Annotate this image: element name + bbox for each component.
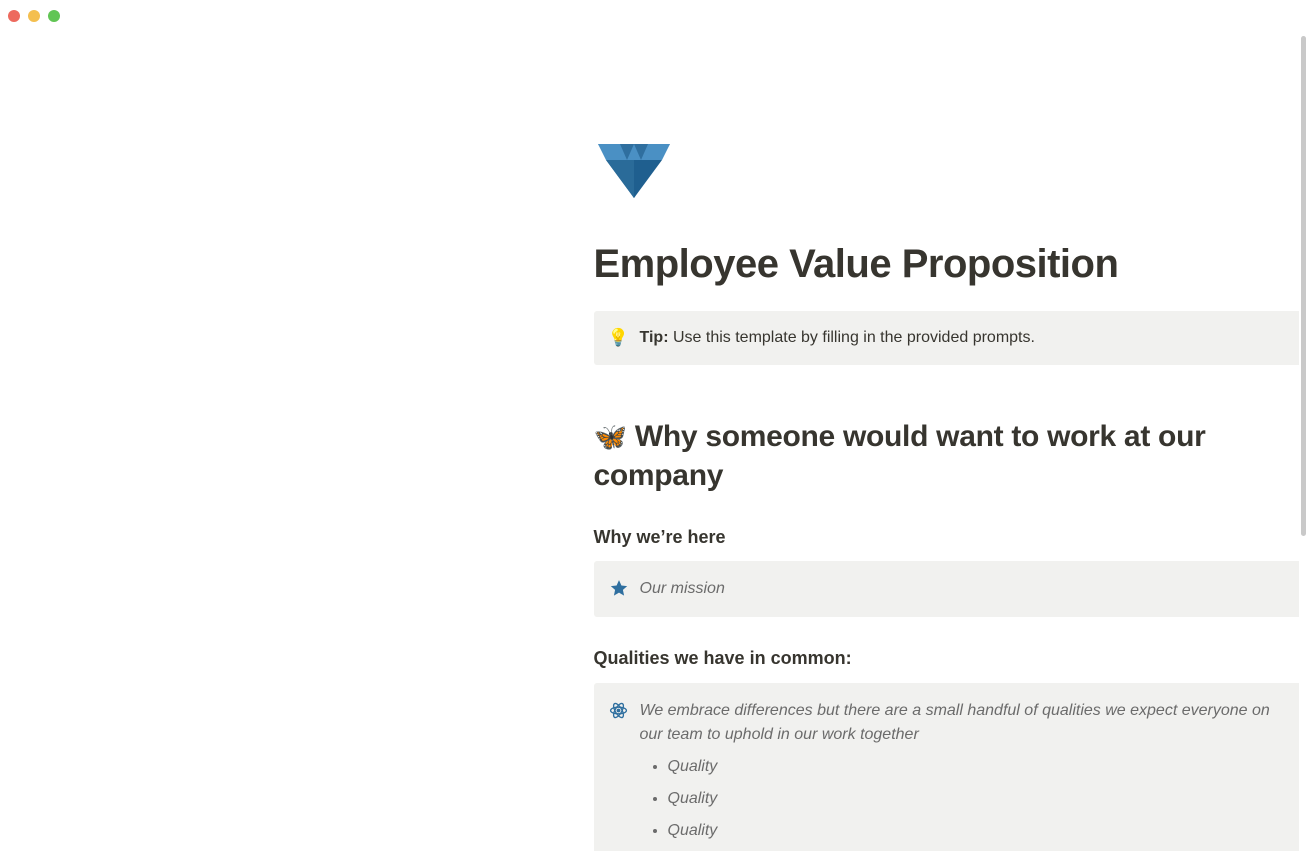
subheading-why-were-here[interactable]: Why we’re here [593,526,726,547]
maximize-window-button[interactable] [48,10,60,22]
title-bar [0,0,1308,32]
list-item[interactable]: • Quality [668,751,1286,783]
atom-icon [608,699,630,720]
prompt-block-mission[interactable] [594,561,1300,617]
vertical-scrollbar[interactable] [1299,32,1308,851]
list-item[interactable]: • Quality [668,783,1286,815]
minimize-window-button[interactable] [28,10,40,22]
prompt-block-qualities[interactable] [594,683,1300,851]
qualities-list [640,751,1286,847]
subheading-qualities[interactable]: Qualities we have in common: [593,648,852,669]
diamond-icon[interactable] [594,140,674,202]
tip-text: Use this template by filling in the provided prompts. [668,328,1035,346]
butterfly-icon: 🦋 [593,421,627,452]
close-window-button[interactable] [8,10,20,22]
tip-callout[interactable] [594,311,1300,365]
tip-callout-text [640,327,1035,349]
document-scroll-area[interactable] [0,32,1299,851]
prompt-text-qualities: We embrace differences but there are a small handful of qualities we expect everyone on our team to uphold in our work together [639,701,1270,743]
lightbulb-icon: 💡 [607,327,630,347]
document-page [296,140,1270,851]
list-item[interactable]: • Quality [668,815,1286,847]
section-heading[interactable] [594,417,1300,496]
tip-label: Tip: [639,328,669,346]
star-icon [608,577,630,598]
section-heading-text: Why someone would want to work at our company [593,419,1206,493]
scrollbar-thumb[interactable] [1301,36,1306,536]
prompt-text-mission: Our mission [639,580,725,598]
window-controls [8,10,60,22]
page-title[interactable]: Employee Value Proposition [593,242,1119,286]
